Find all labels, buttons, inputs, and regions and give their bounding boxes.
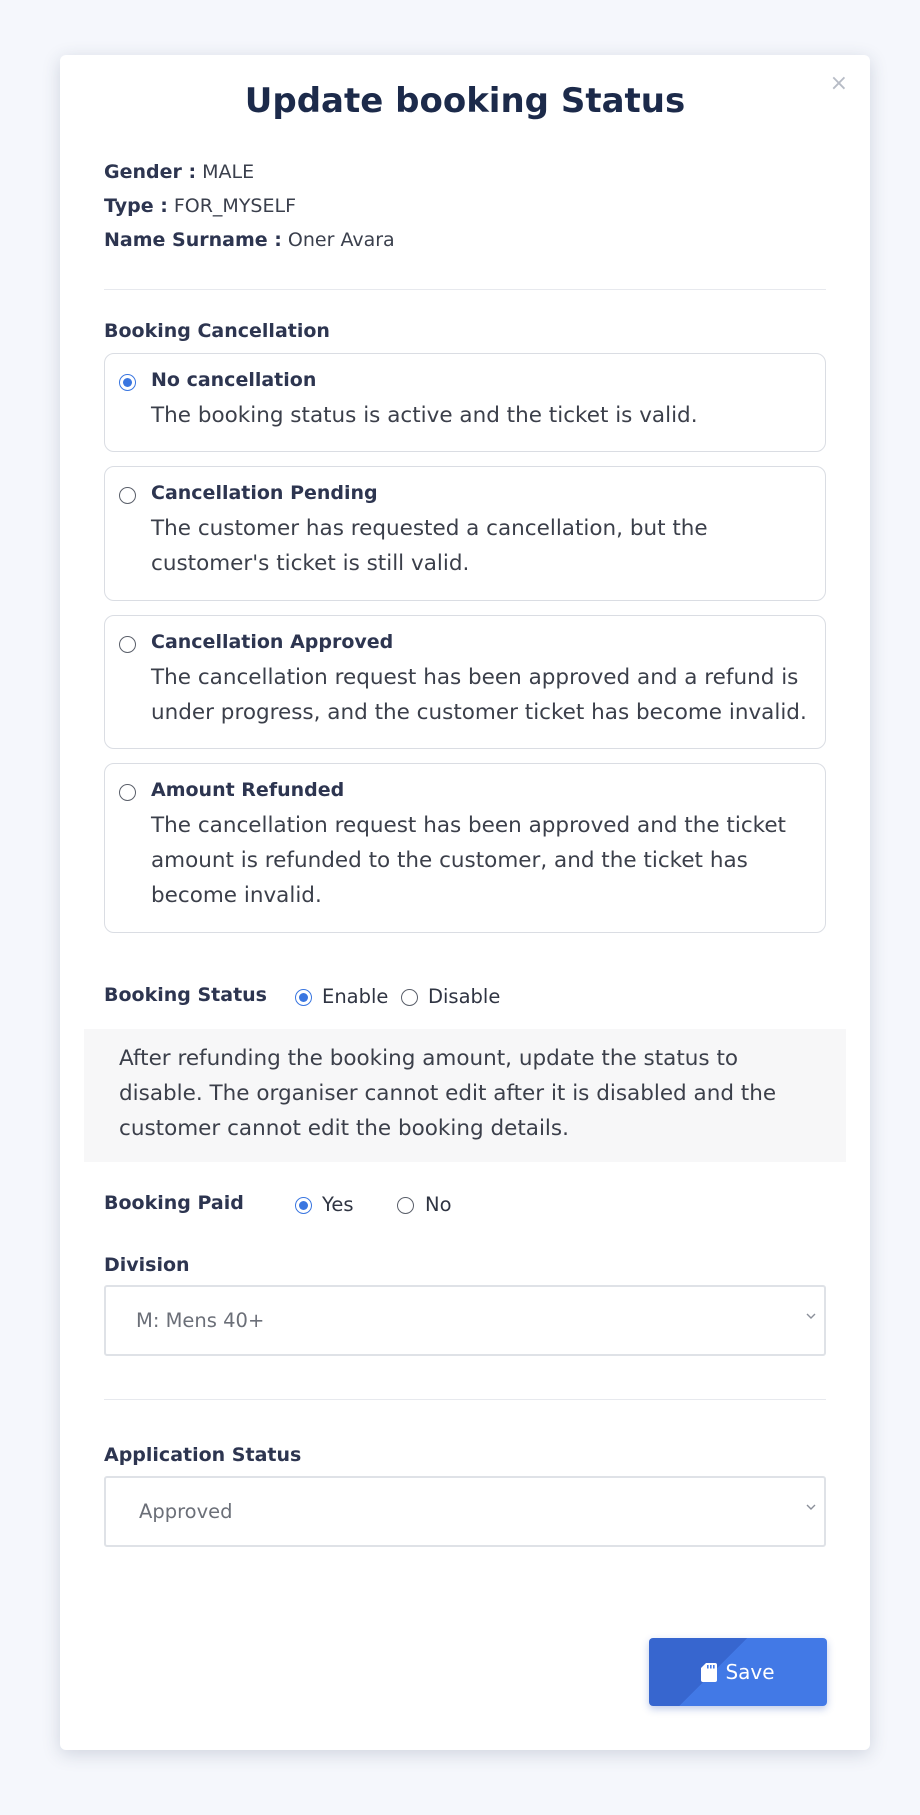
booking-paid-label: Booking Paid [104,1192,244,1214]
option-description: The customer has requested a cancellation, but the customer's ticket is still valid. [151,516,708,576]
gender-row [104,161,254,183]
name-value: Oner Avara [287,229,395,251]
booking-cancellation-label: Booking Cancellation [104,320,330,342]
booking-status-note [84,1029,846,1162]
cancellation-option-refunded[interactable] [104,763,826,933]
option-title: Cancellation Approved [151,631,394,653]
booking-status-label: Booking Status [104,984,267,1006]
division-value: M: Mens 40+ [136,1309,265,1332]
divider [104,1399,826,1400]
disable-label[interactable]: Disable [428,985,501,1008]
no-label[interactable]: No [425,1193,452,1216]
yes-radio[interactable] [295,1197,312,1214]
application-status-select[interactable] [104,1476,826,1547]
cancellation-option-approved[interactable] [104,615,826,749]
radio-button[interactable] [119,374,136,391]
application-status-label: Application Status [104,1444,302,1466]
gender-value: MALE [202,161,255,183]
type-value: FOR_MYSELF [173,195,297,217]
type-row [104,195,296,217]
enable-radio[interactable] [295,989,312,1006]
cancellation-option-no-cancellation[interactable] [104,353,826,452]
chevron-down-icon [804,1309,818,1323]
application-status-value: Approved [139,1500,233,1523]
option-title: Cancellation Pending [151,482,378,504]
option-title: No cancellation [151,369,317,391]
divider [104,289,826,290]
chevron-down-icon [804,1500,818,1514]
option-description: The cancellation request has been approved and the ticket amount is refunded to the customer, and the ticket has become invalid. [151,813,786,908]
save-button[interactable] [649,1638,827,1706]
cancellation-option-pending[interactable] [104,466,826,601]
name-label: Name Surname : [104,229,282,251]
radio-button[interactable] [119,636,136,653]
division-select[interactable] [104,1285,826,1356]
update-booking-modal [60,55,870,1750]
division-label: Division [104,1254,190,1276]
option-description: The cancellation request has been approved and a refund is under progress, and the customer ticket has become invalid. [151,665,807,725]
modal-title: Update booking Status [244,81,686,121]
type-label: Type : [104,195,168,217]
gender-label: Gender : [104,161,197,183]
radio-button[interactable] [119,784,136,801]
yes-label[interactable]: Yes [322,1193,354,1216]
no-radio[interactable] [397,1197,414,1214]
disable-radio[interactable] [401,989,418,1006]
radio-button[interactable] [119,487,136,504]
close-icon[interactable]: × [829,71,848,96]
note-text: After refunding the booking amount, update the status to disable. The organiser cannot edit after it is disabled and the customer cannot edit the booking details. [119,1046,777,1141]
sd-card-icon [701,1663,717,1682]
save-label: Save [725,1660,775,1684]
option-description: The booking status is active and the ticket is valid. [151,403,698,428]
name-row [104,229,395,251]
enable-label[interactable]: Enable [322,985,389,1008]
option-title: Amount Refunded [151,779,345,801]
